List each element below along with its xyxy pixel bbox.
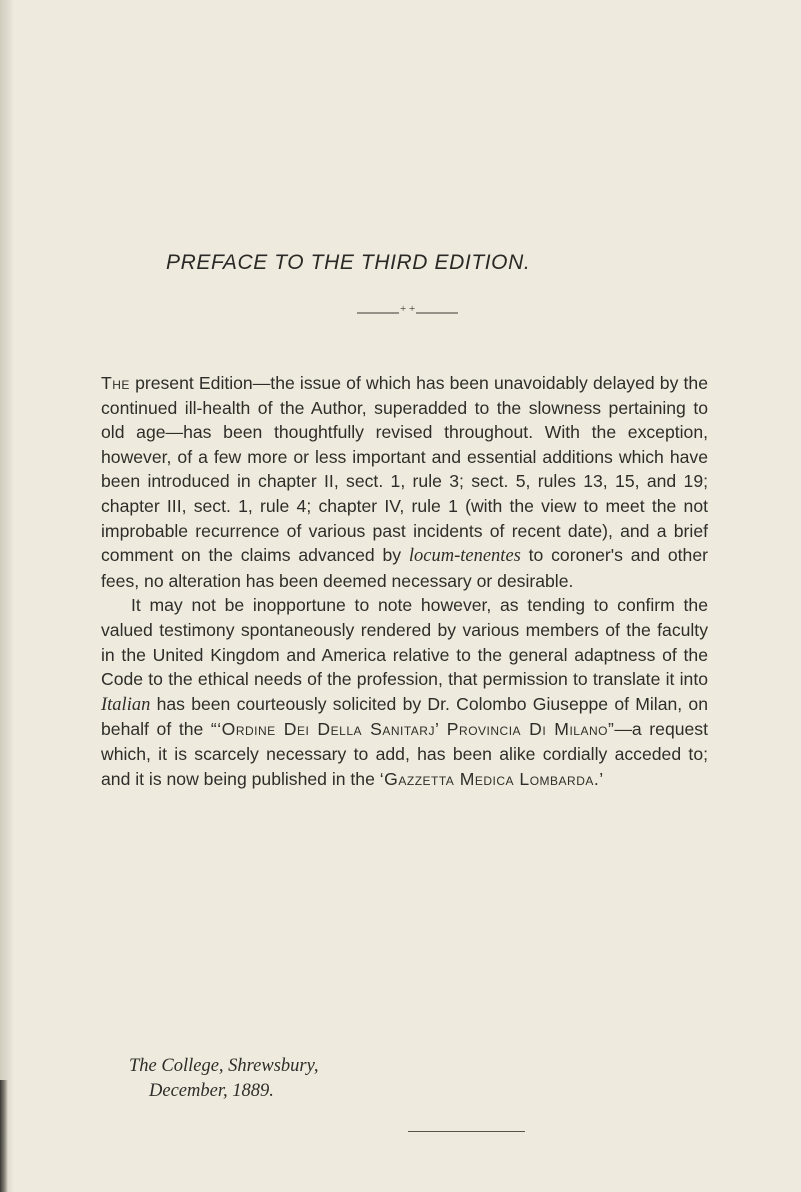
para1-text-a: present Edition—the issue of which has been unavoidably delayed by the continued ill-health of the Author, superadded to the slowness pertaining to old age—has been thoughtfully revised throughout. With the exception, however, of a few more or less important and essential additions which have been introduced in chapter II, sect. 1, rule 3; sect. 5, rules 13, 15, and 19; chapter III, sect. 1, rule 4; chapter IV, rule 1 (with the view to meet the not improbable recurrence of various past incidents of recent date), and a brief comment on the claims advanced by xyxy=(101,373,708,566)
para2-text-a: It may not be inopportune to note however, as tending to confirm the valued testimony spontaneously rendered by various members of the faculty in the United Kingdom and America relative to the general adaptness of the Code to the ethical needs of the profession, that permission to translate it into xyxy=(101,595,708,690)
end-rule xyxy=(408,1131,525,1132)
ornament-glyph: + + xyxy=(400,303,416,315)
italic-language: Italian xyxy=(101,694,151,715)
binding-edge xyxy=(0,1080,8,1192)
title-ornament xyxy=(357,303,458,320)
journal-name: ‘Gazzetta Medica Lombarda.’ xyxy=(379,768,604,789)
signature-block xyxy=(129,1054,318,1104)
institution-name: “‘Ordine Dei Della Sanitarj’ Provincia Di Milano” xyxy=(210,719,615,740)
preface-paragraph-1 xyxy=(101,371,708,593)
preface-body xyxy=(101,371,708,791)
italic-term: locum-tenentes xyxy=(408,546,521,567)
para2-text-b: has been courteously solicited by Dr. Colombo Giuseppe of Milan, on behalf of the xyxy=(101,693,708,740)
signature-place: The College, Shrewsbury, xyxy=(129,1056,319,1076)
lead-word: The xyxy=(101,373,130,393)
para1-text-b: to coroner's and other fees, no alteration has been deemed necessary or desirable. xyxy=(101,545,708,591)
para2-text-c: —a request which, it is scarcely necessary to add, has been alike cordially acceded to; and it is now being published in the xyxy=(101,719,708,789)
signature-date: December, 1889. xyxy=(149,1081,274,1101)
page-title: PREFACE TO THE THIRD EDITION. xyxy=(166,251,531,274)
page-gutter-shadow xyxy=(0,0,14,1192)
preface-paragraph-2 xyxy=(101,593,708,791)
